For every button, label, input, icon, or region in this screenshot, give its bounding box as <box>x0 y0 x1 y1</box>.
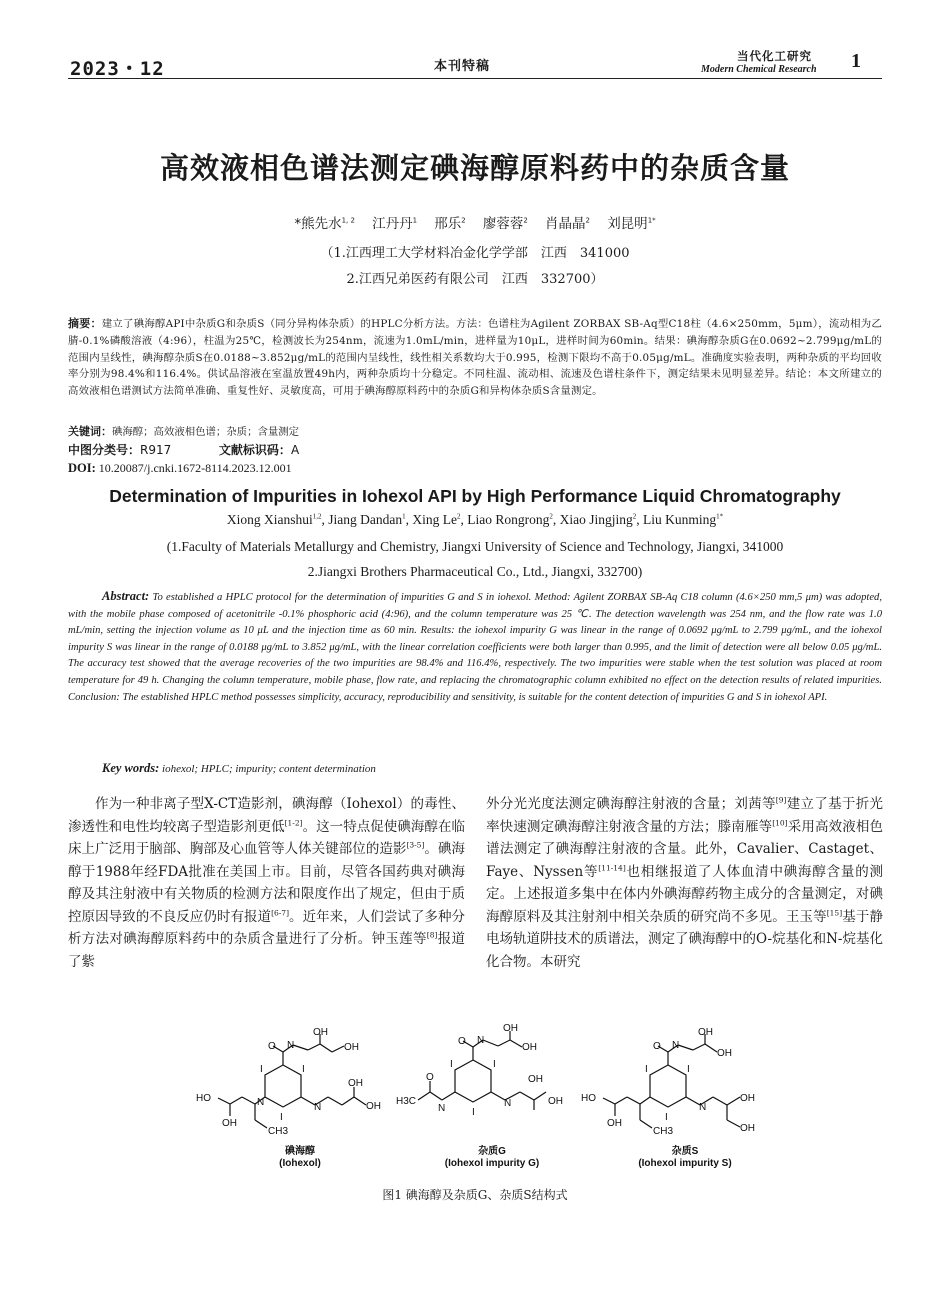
doi <box>68 461 292 476</box>
atom-label: N <box>672 1040 680 1051</box>
atom-label: I <box>493 1059 496 1070</box>
structure-name-cn: 杂质S <box>671 1146 699 1157</box>
abstract-cn-label: 摘要： <box>68 317 102 330</box>
structure-name-en: (Iohexol impurity G) <box>444 1158 540 1169</box>
structure-name-cn: 碘海醇 <box>285 1146 315 1157</box>
atom-label: HO <box>581 1093 596 1104</box>
journal-name-cn: 当代化工研究 <box>737 49 812 63</box>
benzene-ring <box>455 1060 491 1102</box>
citation[interactable]: [1-2] <box>284 818 303 827</box>
author-en: Xing Le$^2$ <box>412 512 461 527</box>
atom-label: CH3 <box>268 1126 289 1137</box>
keywords-cn-label: 关键词： <box>68 425 112 438</box>
atom-label: CH3 <box>653 1126 674 1137</box>
abstract-cn <box>68 316 882 400</box>
atom-label: I <box>665 1112 668 1123</box>
doi-link[interactable]: 10.20087/j.cnki.1672-8114.2023.12.001 <box>98 461 292 475</box>
author: *熊先水$^{1, 2}$ <box>294 216 355 232</box>
body-text: 。碘海醇于1988年经FDA批准在美国上市。目前，尽管各国药典对碘海醇及其注射液中有关物质的检测方法和限度作出了规定，但由于质控原因导致的不良反应仍时有报道 <box>68 841 466 925</box>
author-en: Jiang Dandan$^1$ <box>328 512 406 527</box>
structure-name-en: (Iohexol impurity S) <box>638 1158 732 1169</box>
page-number: 1 <box>851 50 861 72</box>
atom-label: H3C <box>396 1096 417 1107</box>
author: 江丹丹$^1$ <box>372 216 418 232</box>
affiliation-cn-2: 2.江西兄弟医药有限公司 江西 332700） <box>346 272 604 287</box>
atom-label: OH <box>717 1048 732 1059</box>
body-text: 基于静电场轨道阱技术的质谱法，测定了碘海醇中的O-烷基化和N-烷基化化合物。本研究 <box>486 908 884 970</box>
atom-label: OH <box>607 1118 622 1129</box>
keywords-en <box>102 761 376 776</box>
header-rule <box>68 78 882 79</box>
atom-label: OH <box>528 1074 543 1085</box>
body-text: 外分光光度法测定碘海醇注射液的含量；刘茜等 <box>486 796 776 812</box>
atom-label: OH <box>222 1118 237 1129</box>
keywords-en-text: iohexol; HPLC; impurity; content determination <box>162 763 376 775</box>
author: 邢乐$^2$ <box>434 216 466 232</box>
citation[interactable]: [9] <box>775 795 787 805</box>
atom-label: OH <box>522 1042 537 1053</box>
citation[interactable]: [3-5] <box>406 840 425 850</box>
atom-label: O <box>268 1041 276 1052</box>
journal-name-en: Modern Chemical Research <box>701 64 817 75</box>
author-en: Liu Kunming$^{1*}$ <box>642 512 724 527</box>
atom-label: OH <box>740 1093 755 1104</box>
author: 刘昆明$^{1*}$ <box>607 216 656 232</box>
body-text: 。近年来，人们尝试了多种分析方法对碘海醇原料药中的杂质含量进行了分析。钟玉莲等 <box>68 908 466 947</box>
body-text: 建立了基于折光率快速测定碘海醇注射液含量的方法；滕南雁等 <box>486 796 883 835</box>
english-title: Determination of Impurities in Iohexol API by High Performance Liquid Chromatography <box>109 486 841 506</box>
atom-label: I <box>472 1107 475 1118</box>
affiliation-en-1: (1.Faculty of Materials Metallurgy and Chemistry, Jiangxi University of Science and Technology, Jiangxi, 341000 <box>166 539 784 554</box>
citation[interactable]: [10] <box>772 818 788 827</box>
body-text: 报道了紫 <box>68 931 466 970</box>
author: 廖蓉蓉$^2$ <box>482 216 528 232</box>
body-text: 。这一特点促使碘海醇在临床上广泛用于脑部、胸部及心血管等人体关键部位的造影 <box>68 818 466 857</box>
structure-figure <box>160 1023 800 1180</box>
structure-name-cn: 杂质G <box>478 1146 506 1157</box>
atom-label: O <box>426 1072 434 1083</box>
classification <box>68 441 299 458</box>
column-name: 本刊特稿 <box>434 59 491 74</box>
body-column-right <box>486 793 883 973</box>
citation[interactable]: [11-14] <box>598 863 626 872</box>
affiliation-en-2: 2.Jiangxi Brothers Pharmaceutical Co., Ltd., Jiangxi, 332700) <box>307 564 643 579</box>
body-text: 作为一种非离子型X-CT造影剂，碘海醇（Iohexol）的毒性、渗透性和电性均较离子型造影剂更低 <box>68 796 465 835</box>
atom-label: I <box>280 1112 283 1123</box>
atom-label: HO <box>196 1093 211 1104</box>
atom-label: OH <box>366 1101 381 1112</box>
abstract-en <box>68 588 882 706</box>
affiliation-cn-1: （1.江西理工大学材料冶金化学学部 江西 341000 <box>320 246 630 261</box>
keywords-en-label: Key words: <box>102 761 160 775</box>
figure-caption: 图1 碘海醇及杂质G、杂质S结构式 <box>382 1188 568 1202</box>
benzene-ring <box>265 1065 301 1107</box>
keywords-cn-text: 碘海醇；高效液相色谱；杂质；含量测定 <box>112 426 300 438</box>
atom-label: I <box>645 1064 648 1075</box>
body-column-left <box>68 793 465 973</box>
paper-title: 高效液相色谱法测定碘海醇原料药中的杂质含量 <box>159 151 790 185</box>
atom-label: OH <box>348 1078 363 1089</box>
clc-label: 中图分类号： <box>68 443 141 457</box>
atom-label: I <box>260 1064 263 1075</box>
doc-code-label: 文献标识码： <box>218 443 291 457</box>
atom-label: N <box>477 1035 485 1046</box>
author-list-cn <box>0 212 950 232</box>
citation[interactable]: [8] <box>426 930 438 940</box>
atom-label: O <box>653 1041 661 1052</box>
atom-label: I <box>302 1064 305 1075</box>
atom-label: N <box>699 1102 707 1113</box>
atom-label: OH <box>503 1023 518 1034</box>
atom-label: OH <box>313 1027 328 1038</box>
atom-label: O <box>458 1036 466 1047</box>
citation[interactable]: [15] <box>826 908 843 917</box>
body-text: 也相继报道了人体血清中碘海醇含量的测定。上述报道多集中在体内外碘海醇药物主成分的含量测定，对碘海醇原料及其注射剂中相关杂质的研究尚不多见。王玉等 <box>486 863 883 925</box>
atom-label: OH <box>740 1123 755 1134</box>
author-en: Xiao Jingjing$^2$ <box>559 512 637 527</box>
clc-value: R917 <box>140 443 172 457</box>
atom-label: N <box>438 1103 446 1114</box>
author-en: Xiong Xianshui$^{1,2}$ <box>226 512 322 527</box>
benzene-ring <box>650 1065 686 1107</box>
structure-name-en: (Iohexol) <box>279 1158 321 1169</box>
atom-label: OH <box>344 1042 359 1053</box>
atom-label: I <box>450 1059 453 1070</box>
abstract-en-text: To established a HPLC protocol for the determination of impurities G and S in iohexol. Method: Agilent ZORBAX SB-Aq C18 column (4.6×250 mm,5 μm) was adopted, with the mobile phase composed of acetonitrile -0.1% phosphoric acid (4:96), and the column temperature was 25 ℃. The detection wavelength was 254 nm, and the flow rate was 1.0 mL/min, setting the injection volume as 10 μL and the injection time as 60 min. Results: the iohexol impurity G was linear in the range of 0.0692 μg/mL to 2.799 μg/mL, and the iohexol impurity S was linear in the range of 0.0188 μg/mL to 3.852 μg/mL, with the linear correlation coefficients were both larger than 0.995, and the limit of detection were all below 0.05 μg/mL. The accuracy test showed that the average recoveries of the two impurities are 98.4% and 116.4%, respectively. The two impurities were stable when the test solution was placed at room temperature for 49 h. Changing the column temperature, mobile phase, flow rate, and replacing the chromatographic column exhibited no effect on the detection results of related impurities. Conclusion: The established HPLC method possesses simplicity, accuracy, reproducibility and sensitivity, is suitable for the content detection of impurities G and S in iohexol API. <box>68 592 882 703</box>
doc-code-value: A <box>290 443 300 457</box>
keywords-cn <box>68 423 299 439</box>
atom-label: OH <box>548 1096 563 1107</box>
atom-label: N <box>257 1097 265 1108</box>
citation[interactable]: [6-7] <box>271 908 290 917</box>
abstract-cn-text: 建立了碘海醇API中杂质G和杂质S（同分异构体杂质）的HPLC分析方法。方法：色谱柱为Agilent ZORBAX SB-Aq型C18柱（4.6×250mm，5μm），流动相为乙腈-0.1%磷酸溶液（4:96），柱温为25℃，检测波长为254nm，流速为1.0mL/min，进样量为10μL，进样时间为60min。结果：碘海醇杂质G在0.0692~2.799μg/mL的范围内呈线性，碘海醇杂质S在0.0188~3.852μg/mL的范围内呈线性，线性相关系数均大于0.995，检测下限均不高于0.05μg/mL。准确度实验表明，两种杂质的平均回收率分别为98.4%和116.4%。供试品溶液在室温放置49h内，两种杂质均十分稳定。不同柱温、流动相、流速及色谱柱条件下，测定结果未见明显差异。结论：本文所建立的高效液相色谱测试方法简单准确、重复性好、灵敏度高，可用于碘海醇原料药中的杂质G和异构体杂质S含量测定。 <box>68 318 882 398</box>
author-en: Liao Rongrong$^2$ <box>467 512 553 527</box>
body-text: 采用高效液相色谱法测定了碘海醇注射液的含量。此外，Cavalier、Castaget、Faye、Nyssen等 <box>486 818 884 880</box>
atom-label: N <box>314 1102 322 1113</box>
atom-label: I <box>687 1064 690 1075</box>
abstract-en-label: Abstract: <box>102 589 150 603</box>
author: 肖晶晶$^2$ <box>545 216 591 232</box>
atom-label: N <box>287 1040 295 1051</box>
atom-label: OH <box>698 1027 713 1038</box>
doi-label: DOI: <box>68 461 96 475</box>
atom-label: N <box>504 1098 512 1109</box>
author-list-en: Xiong Xianshui$^{1,2}$, Jiang Dandan$^1$, Xing Le$^2$, Liao Rongrong$^2$, Xiao Jingjing$^2$, Liu Kunming$^{1*}$ <box>226 512 724 527</box>
issue-date: 2023・12 <box>70 58 165 80</box>
